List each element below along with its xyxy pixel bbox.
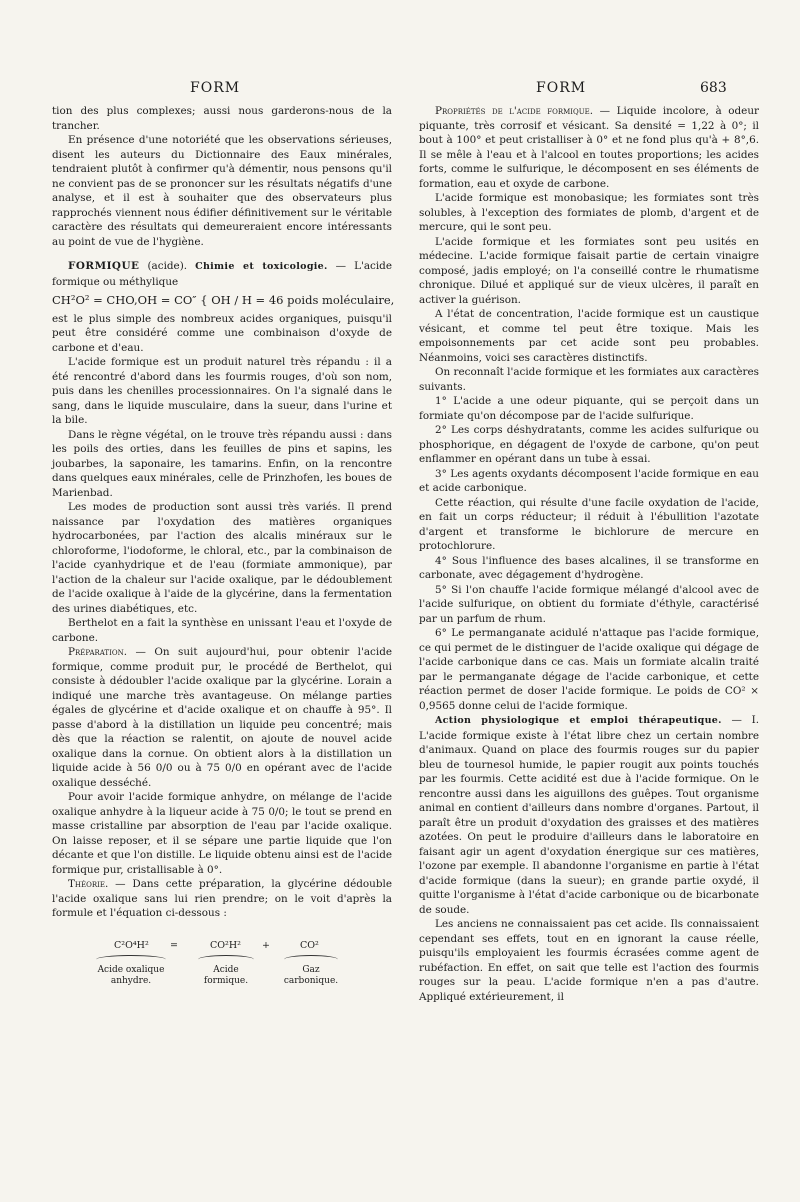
paragraph [52, 877, 392, 921]
paragraph: 4° Sous l'influence des bases alcalines, il se transforme en carbonate, avec dégagement d'hydrogène. [419, 554, 759, 581]
paragraph: Pour avoir l'acide formique anhydre, on mélange de l'acide oxalique anhydre à la liqueur acide à 75 0/0; le tout se prend en masse cristalline par absorption de l'eau par l'acide oxalique. On laisse reposer, et il se sépare une partie liquide que l'on décante et que l'on distille. Le liquide obtenu ainsi est de l'acide formique pur, cristallisable à 0°. [52, 791, 392, 876]
paragraph: tion des plus complexes; aussi nous garderons-nous de la trancher. [52, 105, 392, 132]
paragraph: est le plus simple des nombreux acides organiques, puisqu'il peut être considéré comme une combinaison d'oxyde de carbone et d'eau. [52, 312, 392, 354]
paragraph: On reconnaît l'acide formique et les formiates aux caractères suivants. [419, 366, 759, 393]
eq-caption: Acide oxalique anhydre. [97, 964, 165, 986]
entry-section: Chimie et toxicologie. [195, 261, 328, 272]
entry-dash: — L'acide formique ou méthylique [52, 260, 392, 288]
entry-heading [52, 259, 392, 289]
paragraph [419, 104, 759, 191]
section-text: — On suit aujourd'hui, pour obtenir l'acide formique, comme produit pur, le procédé de Berthelot, qui consiste à dédoubler l'acide oxalique par la glycérine. Lorain a indiqué une marche très avantageuse. On mélange parties égales de glycérine et d'acide oxalique et on chauffe à 95°. Il passe d'abord à la distillation un liquide peu concentré; mais dès que la réaction se ralentit, on ajoute de nouvel acide oxalique dans la cornue. On obtient alors à la distillation un liquide acide à 56 0/0 ou à 75 0/0 en opérant avec de l'acide oxalique desséché. [52, 646, 392, 789]
brace [96, 955, 166, 964]
paragraph [419, 713, 759, 917]
paragraph: L'acide formique est monobasique; les formiates sont très solubles, à l'exception des formiates de plomb, d'argent et de mercure, qui le sont peu. [419, 192, 759, 233]
eq-term: CO² [300, 939, 319, 951]
paragraph [52, 645, 392, 790]
eq-term: C²O⁴H² [114, 939, 149, 951]
paragraph: 3° Les agents oxydants décomposent l'acide formique en eau et acide carbonique. [419, 467, 759, 494]
entry-word: FORMIQUE [68, 260, 140, 272]
paragraph: Les anciens ne connaissaient pas cet acide. Ils connaissaient cependant ses effets, tout en en ignorant la cause réelle, puisqu'ils employaient les fourmis écrasées comme agent de rubéfaction. En effet, on sait que telle est l'action des fourmis rouges sur la peau. L'acide formique n'en a pas d'autre. Appliqué extérieurement, il [419, 918, 759, 1003]
eq-caption: Gaz carbonique. [283, 964, 339, 986]
paragraph: 5° Si l'on chauffe l'acide formique mélangé d'alcool avec de l'acide sulfurique, on obtient du formiate d'éthyle, caractérisé par un parfum de rhum. [419, 583, 759, 625]
brace [198, 955, 254, 964]
paragraph: 2° Les corps déshydratants, comme les acides sulfurique ou phosphorique, en dégagent de l'oxyde de carbone, qu'on peut enflammer en opérant dans un tube à essai. [419, 424, 759, 465]
brace [284, 955, 338, 964]
eq-sign: = [170, 939, 178, 951]
running-head-right: FORM [536, 80, 587, 96]
paragraph: A l'état de concentration, l'acide formique est un caustique vésicant, et comme tel peut être toxique. Mais les empoisonnements par cet acide sont peu probables. Néanmoins, voici ses caractères distinctifs. [419, 308, 759, 364]
left-column [52, 104, 395, 1007]
formula: CH²O² = CHO,OH = CO″ { OH / H = 46 poids moléculaire, [52, 293, 395, 307]
eq-term: CO²H² [210, 939, 241, 951]
section-text: — Liquide incolore, à odeur piquante, très corrosif et vésicant. Sa densité = 1,22 à 0°; il bout à 100° et peut cristalliser à 0° et ne fond plus qu'à + 8°,6. Il se mêle à l'eau et à l'alcool en toutes proportions; les acides forts, comme le sulfurique, le décomposent en ses éléments de formation, eau et oxyde de carbone. [419, 105, 759, 190]
section-label: Propriétés de l'acide formique. [435, 105, 594, 117]
page-number: 683 [700, 80, 727, 96]
running-head-left: FORM [190, 80, 241, 96]
paragraph: Dans le règne végétal, on le trouve très répandu aussi : dans les poils des orties, dans les feuilles de pins et sapins, les joubarbes, la saponaire, les tamarins. Enfin, on la rencontre dans quelques eaux minérales, celle de Prinzhofen, les boues de Marienbad. [52, 428, 392, 499]
eq-caption: Acide formique. [203, 964, 249, 986]
eq-sign: + [262, 939, 270, 951]
section-label: Théorie. [68, 878, 109, 890]
paragraph: L'acide formique et les formiates sont peu usités en médecine. L'acide formique faisait partie de certain vinaigre composé, jadis employé; on l'a conseillé contre le rhumatisme chronique. Dilué et appliqué sur de vieux ulcères, il paraît en activer la guérison. [419, 235, 759, 306]
entry-rest: (acide). [139, 260, 196, 272]
right-column [419, 104, 759, 1004]
section-label: Action physiologique et emploi thérapeutique. [435, 715, 722, 726]
paragraph: En présence d'une notoriété que les observations sérieuses, disent les auteurs du Dictionnaire des Eaux minérales, tendraient plutôt à confirmer qu'à démentir, nous pensons qu'il ne convient pas de se prononcer sur les résultats négatifs d'une analyse, et il est à souhaiter que des observateurs plus rapprochés viennent nous édifier définitivement sur le véritable caractère des résultats qui demeureraient encore intéressants au point de vue de l'hygiène. [52, 134, 392, 248]
paragraph: Berthelot en a fait la synthèse en unissant l'eau et l'oxyde de carbone. [52, 617, 392, 644]
section-text: — I. L'acide formique existe à l'état libre chez un certain nombre d'animaux. Quand on place des fourmis rouges sur du papier bleu de tournesol humide, le papier rougit aux points touchés par les fourmis. Cette acidité est due à l'acide formique. On le rencontre aussi dans les aiguillons des guêpes. Tout organisme animal en contient d'ailleurs dans nombre d'organes. Partout, il paraît être un produit d'oxydation des graisses et des matières azotées. On peut le produire d'ailleurs dans le laboratoire en faisant agir un agent d'oxydation énergique sur ces matières, l'ozone par exemple. Il abandonne l'organisme en partie à l'état d'acide formique (dans la sueur); en grande partie oxydé, il quitte l'organisme à l'état d'acide carbonique ou de bicarbonate de soude. [419, 714, 760, 916]
paragraph: Les modes de production sont aussi très variés. Il prend naissance par l'oxydation des matières organiques hydrocarbonées, par l'action des alcalis minéraux sur le chloroforme, l'iodoforme, le chloral, etc., par la combinaison de l'acide cyanhydrique et de l'eau (formiate ammonique), par l'action de la chaleur sur l'acide oxalique, par le dédoublement de l'acide oxalique à l'aide de la glycérine, dans la fermentation des urines diabétiques, etc. [52, 501, 392, 615]
section-label: Préparation. [68, 646, 128, 658]
paragraph: L'acide formique est un produit naturel très répandu : il a été rencontré d'abord dans les fourmis rouges, d'où son nom, puis dans les chenilles processionnaires. On l'a signalé dans le sang, dans le liquide musculaire, dans la sueur, dans l'urine et la bile. [52, 356, 392, 426]
paragraph: 1° L'acide a une odeur piquante, qui se perçoit dans un formiate qu'on décompose par de l'acide sulfurique. [419, 395, 759, 422]
paragraph: 6° Le permanganate acidulé n'attaque pas l'acide formique, ce qui permet de le distinguer de l'acide oxalique qui dégage de l'acide carbonique dans ce cas. Mais un formiate alcalin traité par le permanganate dégage de l'acide carbonique, et cette réaction permet de doser l'acide formique. Le poids de CO² × 0,9565 donne celui de l'acide formique. [419, 627, 759, 712]
paragraph: Cette réaction, qui résulte d'une facile oxydation de l'acide, en fait un corps réducteur; il réduit à l'ébullition l'azotate d'argent et transforme le bichlorure de mercure en protochlorure. [419, 496, 759, 552]
chemical-equation [52, 939, 392, 1007]
section-text: — Dans cette préparation, la glycérine dédouble l'acide oxalique sans lui rien prendre; on le voit d'après la formule et l'équation ci-dessous : [52, 878, 392, 919]
